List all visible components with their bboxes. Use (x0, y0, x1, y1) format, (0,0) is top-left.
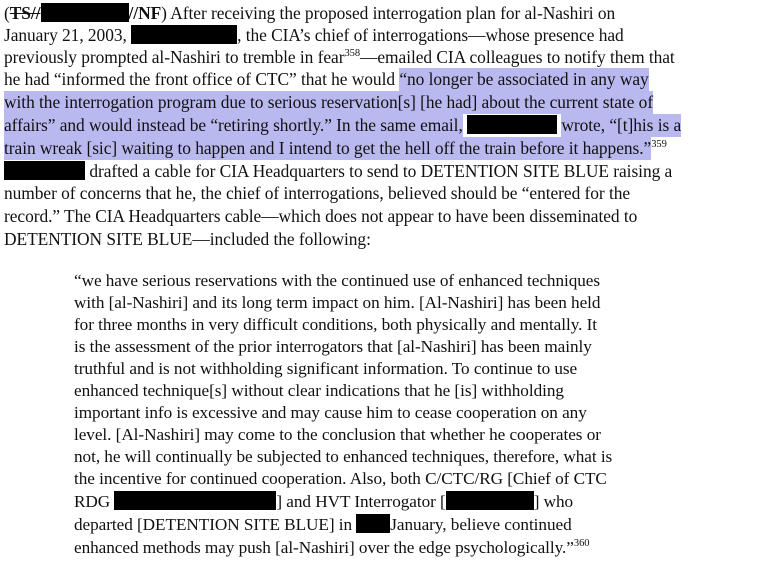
quote-line-11 (74, 491, 573, 513)
quote-line-3 (74, 314, 597, 336)
classification-close: ) (161, 3, 167, 23)
highlighted-text[interactable]: affairs” and would instead be “retiring shortly.” In the same email, (4, 115, 463, 135)
quote-text: for three months in very difficult conditions, both physically and mentally. It (74, 315, 598, 334)
quote-text: ] who (533, 492, 574, 511)
text-segment: drafted a cable for CIA Headquarters to send to DETENTION SITE BLUE raising a (89, 161, 673, 181)
quote-text: enhanced technique[s] without clear indications that he [is] withholding (74, 381, 564, 400)
paragraph-line-4 (4, 68, 649, 90)
paragraph-line-7 (4, 137, 667, 159)
quote-text: “we have serious reservations with the continued use of enhanced techniques (74, 271, 601, 290)
highlighted-text[interactable]: “no longer be associated in any way (399, 69, 649, 89)
quote-line-8 (74, 424, 601, 446)
paragraph-line-2 (4, 24, 624, 46)
quote-text: with [al-Nashiri] and its long term impact on him. [Al-Nashiri] has been held (74, 293, 601, 312)
quote-line-6 (74, 380, 564, 402)
quote-text: enhanced methods may push [al-Nashiri] over the edge psychologically.” (74, 538, 574, 557)
quote-text: ] and HVT Interrogator [ (276, 492, 446, 511)
paragraph-line-9 (4, 182, 630, 204)
quote-text: important info is excessive and may cause him to cease cooperation on any (74, 403, 587, 422)
quote-text: level. [Al-Nashiri] may come to the conclusion that whether he cooperates or (74, 425, 601, 444)
quote-line-2 (74, 292, 600, 314)
footnote-360: 360 (573, 538, 590, 549)
redaction-block (131, 25, 237, 44)
redaction-block (446, 491, 534, 510)
paragraph-line-1 (4, 2, 615, 24)
redaction-block (467, 115, 557, 134)
classification-nf-marking: //NF (128, 3, 162, 23)
text-segment: DETENTION SITE BLUE—included the following: (4, 229, 371, 249)
text-segment: he had “informed the front office of CTC” that he would (4, 69, 395, 89)
paragraph-line-5 (4, 91, 653, 113)
redaction-block (356, 514, 390, 533)
quote-line-7 (74, 402, 587, 424)
quote-line-10 (74, 468, 607, 490)
quote-line-12 (74, 514, 572, 536)
text-segment: record.” The CIA Headquarters cable—which does not appear to have been disseminated to (4, 206, 638, 226)
highlighted-text[interactable]: train wreak [sic] waiting to happen and I intend to get the hell off the train before it happens.” (4, 138, 652, 158)
paragraph-line-10 (4, 205, 637, 227)
classification-open: ( (4, 3, 10, 23)
text-segment: January 21, 2003, (4, 25, 127, 45)
footnote-359: 359 (651, 139, 667, 150)
quote-text: truthful and is not withholding significant information. To continue to use (74, 359, 578, 378)
paragraph-line-11 (4, 228, 371, 250)
highlighted-text[interactable]: wrote, “[t]his is a (561, 115, 682, 135)
paragraph-line-8 (4, 160, 672, 182)
quote-line-1 (74, 270, 600, 292)
quote-line-4 (74, 336, 592, 358)
text-segment: number of concerns that he, the chief of interrogations, believed should be “entered for the (4, 183, 631, 203)
quote-text: not, he will continually be subjected to enhanced techniques, therefore, what is (74, 447, 613, 466)
text-segment: After receiving the proposed interrogation plan for al-Nashiri on (170, 3, 616, 23)
quote-text: the incentive for continued cooperation. Also, both C/CTC/RG [Chief of CTC (74, 469, 607, 488)
paragraph-line-3 (4, 46, 675, 68)
quote-text: is the assessment of the prior interrogators that [al-Nashiri] has been mainly (74, 337, 592, 356)
text-segment: , the CIA’s chief of interrogations—whose presence had (237, 25, 624, 45)
quote-line-13 (74, 537, 589, 559)
quote-text: departed [DETENTION SITE BLUE] in (74, 515, 353, 534)
classification-ts-marking: TS// (9, 3, 41, 23)
quote-text: RDG (74, 492, 111, 511)
redaction-block (114, 491, 276, 510)
redaction-block (4, 161, 85, 180)
text-segment: previously prompted al-Nashiri to tremble in fear (4, 47, 345, 67)
paragraph-line-6 (4, 114, 681, 136)
quote-text: January, believe continued (390, 515, 572, 534)
quote-line-5 (74, 358, 577, 380)
text-segment: —emailed CIA colleagues to notify them that (360, 47, 675, 67)
footnote-358: 358 (344, 48, 361, 59)
redaction-block (41, 3, 129, 22)
highlighted-text[interactable]: with the interrogation program due to serious reservation[s] [he had] about the current state of (4, 92, 654, 112)
quote-line-9 (74, 446, 612, 468)
